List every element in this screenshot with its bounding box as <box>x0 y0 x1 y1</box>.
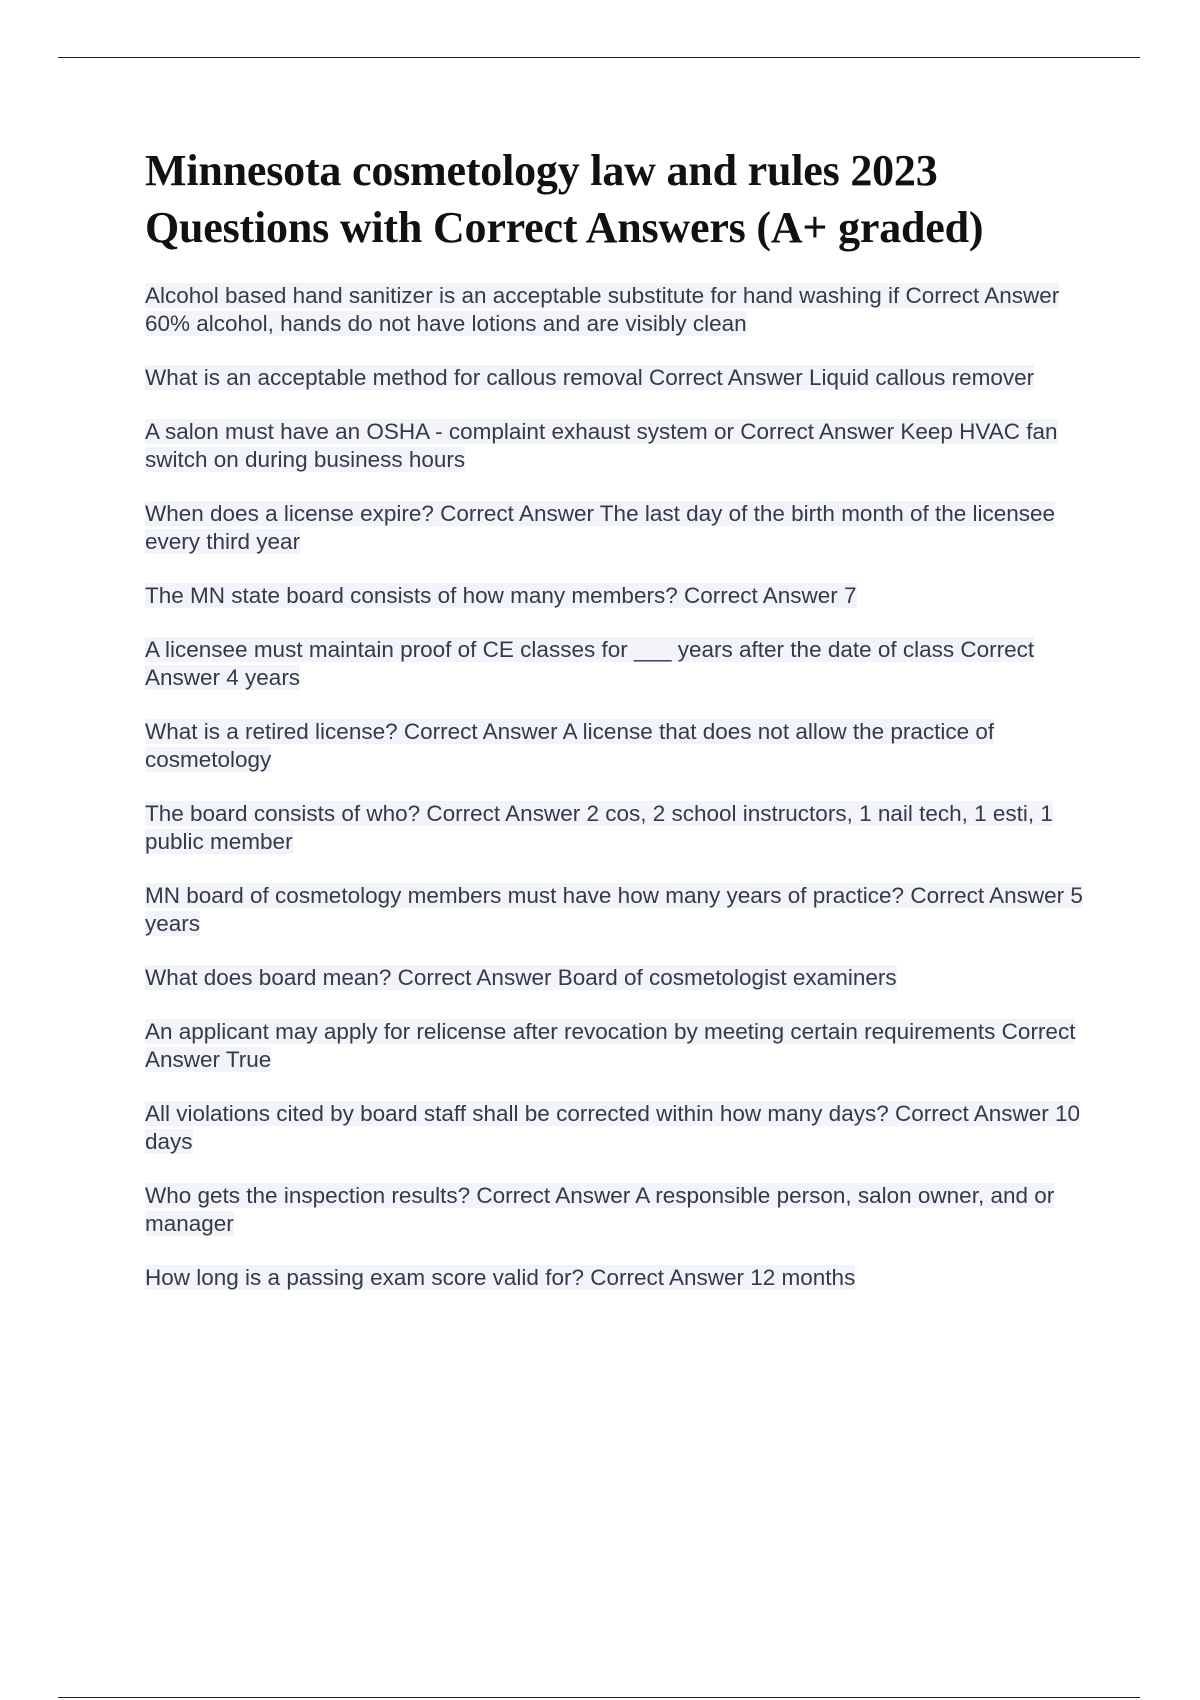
qa-text: A salon must have an OSHA - complaint exhaust system or Correct Answer Keep HVAC fan switch on during business hours <box>145 419 1058 472</box>
qa-text: MN board of cosmetology members must have how many years of practice? Correct Answer 5 years <box>145 883 1083 936</box>
qa-text: What does board mean? Correct Answer Board of cosmetologist examiners <box>145 965 897 990</box>
qa-text: What is a retired license? Correct Answer A license that does not allow the practice of cosmetology <box>145 719 995 772</box>
header-rule <box>58 57 1140 58</box>
qa-text: What is an acceptable method for callous removal Correct Answer Liquid callous remover <box>145 365 1035 390</box>
qa-text: Alcohol based hand sanitizer is an acceptable substitute for hand washing if Correct Answer 60% alcohol, hands do not have lotions and are visibly clean <box>145 283 1060 336</box>
qa-item <box>145 1264 1085 1292</box>
qa-item <box>145 364 1085 392</box>
qa-text: A licensee must maintain proof of CE classes for ___ years after the date of class Correct Answer 4 years <box>145 637 1035 690</box>
qa-item <box>145 636 1085 692</box>
qa-item <box>145 1018 1085 1074</box>
qa-item <box>145 1182 1085 1238</box>
qa-item <box>145 1100 1085 1156</box>
qa-text: The board consists of who? Correct Answer 2 cos, 2 school instructors, 1 nail tech, 1 esti, 1 public member <box>145 801 1053 854</box>
qa-text: How long is a passing exam score valid for? Correct Answer 12 months <box>145 1265 856 1290</box>
qa-item <box>145 582 1085 610</box>
document-body <box>145 142 1085 1318</box>
qa-text: All violations cited by board staff shall be corrected within how many days? Correct Answer 10 days <box>145 1101 1081 1154</box>
qa-item <box>145 282 1085 338</box>
document-title: Minnesota cosmetology law and rules 2023 Questions with Correct Answers (A+ graded) <box>145 146 984 252</box>
qa-item <box>145 718 1085 774</box>
qa-item <box>145 964 1085 992</box>
qa-item <box>145 800 1085 856</box>
qa-text: Who gets the inspection results? Correct Answer A responsible person, salon owner, and or manager <box>145 1183 1055 1236</box>
qa-text: An applicant may apply for relicense after revocation by meeting certain requirements Correct Answer True <box>145 1019 1076 1072</box>
qa-list <box>145 282 1085 1292</box>
qa-text: When does a license expire? Correct Answer The last day of the birth month of the licensee every third year <box>145 501 1056 554</box>
qa-item <box>145 500 1085 556</box>
footer-rule <box>58 1697 1140 1698</box>
qa-item <box>145 418 1085 474</box>
qa-text: The MN state board consists of how many members? Correct Answer 7 <box>145 583 857 608</box>
qa-item <box>145 882 1085 938</box>
